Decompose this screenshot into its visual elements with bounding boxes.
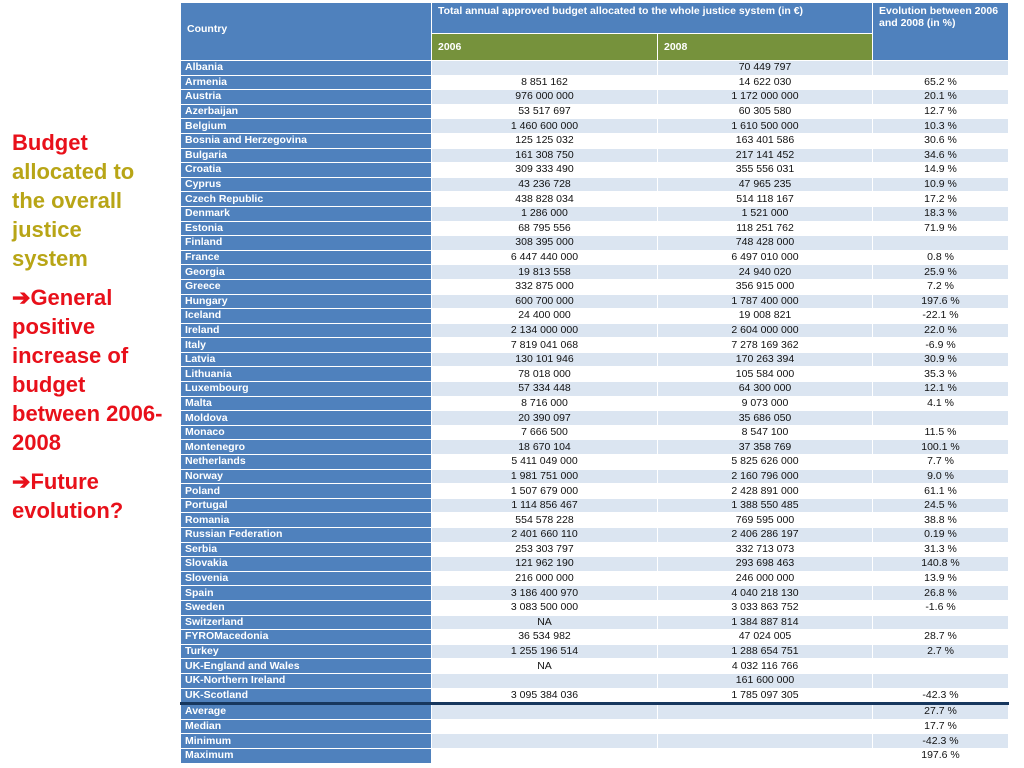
value-2008-cell: 1 288 654 751: [658, 644, 873, 659]
table-row: [181, 90, 1009, 105]
evolution-cell: 30.9 %: [873, 352, 1009, 367]
value-2006-cell: 130 101 946: [432, 352, 658, 367]
value-2008-cell: 2 604 000 000: [658, 323, 873, 338]
evolution-cell: 27.7 %: [873, 704, 1009, 720]
value-2008-cell: 1 384 887 814: [658, 615, 873, 630]
value-2006-cell: 7 819 041 068: [432, 338, 658, 353]
evolution-cell: 38.8 %: [873, 513, 1009, 528]
evolution-cell: [873, 411, 1009, 426]
header-2008: 2008: [658, 34, 873, 61]
caption-line-5: system: [12, 246, 88, 271]
country-cell: Bosnia and Herzegovina: [181, 133, 432, 148]
evolution-cell: 11.5 %: [873, 425, 1009, 440]
value-2006-cell: 332 875 000: [432, 279, 658, 294]
value-2008-cell: 3 033 863 752: [658, 600, 873, 615]
table-row: [181, 440, 1009, 455]
evolution-cell: 2.7 %: [873, 644, 1009, 659]
country-cell: Slovenia: [181, 571, 432, 586]
value-2008-cell: 293 698 463: [658, 557, 873, 572]
country-cell: Portugal: [181, 498, 432, 513]
country-cell: Malta: [181, 396, 432, 411]
country-cell: Poland: [181, 484, 432, 499]
country-cell: Georgia: [181, 265, 432, 280]
value-2006-cell: 216 000 000: [432, 571, 658, 586]
evolution-cell: [873, 236, 1009, 251]
table-row: [181, 309, 1009, 324]
header-row-1: [181, 3, 1009, 34]
country-cell: Slovakia: [181, 557, 432, 572]
header-2006: 2006: [432, 34, 658, 61]
value-2008-cell: 1 785 097 305: [658, 688, 873, 704]
value-2006-cell: 976 000 000: [432, 90, 658, 105]
caption-point-2-text: Future evolution?: [12, 469, 124, 523]
value-2008-cell: 217 141 452: [658, 148, 873, 163]
value-2008-cell: 2 160 796 000: [658, 469, 873, 484]
table-row: [181, 586, 1009, 601]
value-2006-cell: 1 507 679 000: [432, 484, 658, 499]
table-row: [181, 630, 1009, 645]
value-2006-cell: 43 236 728: [432, 177, 658, 192]
country-cell: Albania: [181, 61, 432, 76]
country-cell: Norway: [181, 469, 432, 484]
country-cell: Azerbaijan: [181, 104, 432, 119]
table-row: [181, 265, 1009, 280]
table-row: [181, 104, 1009, 119]
evolution-cell: 7.7 %: [873, 455, 1009, 470]
evolution-cell: [873, 659, 1009, 674]
table-row: [181, 148, 1009, 163]
caption-point-1: [12, 283, 174, 457]
value-2006-cell: 57 334 448: [432, 382, 658, 397]
evolution-cell: -22.1 %: [873, 309, 1009, 324]
value-2006-cell: 1 460 600 000: [432, 119, 658, 134]
evolution-cell: 12.7 %: [873, 104, 1009, 119]
table-row: [181, 748, 1009, 763]
value-2008-cell: 163 401 586: [658, 133, 873, 148]
value-2008-cell: 246 000 000: [658, 571, 873, 586]
evolution-cell: 10.3 %: [873, 119, 1009, 134]
value-2008-cell: 19 008 821: [658, 309, 873, 324]
evolution-cell: 9.0 %: [873, 469, 1009, 484]
table-row: [181, 119, 1009, 134]
evolution-cell: 30.6 %: [873, 133, 1009, 148]
table-header: [181, 3, 1009, 61]
evolution-cell: 31.3 %: [873, 542, 1009, 557]
value-2008-cell: 6 497 010 000: [658, 250, 873, 265]
evolution-cell: [873, 615, 1009, 630]
evolution-cell: 61.1 %: [873, 484, 1009, 499]
value-2006-cell: 1 981 751 000: [432, 469, 658, 484]
value-2006-cell: 3 186 400 970: [432, 586, 658, 601]
table-row: [181, 323, 1009, 338]
value-2006-cell: NA: [432, 615, 658, 630]
table-row: [181, 571, 1009, 586]
caption-title: [12, 128, 174, 273]
value-2008-cell: 769 595 000: [658, 513, 873, 528]
value-2008-cell: 47 965 235: [658, 177, 873, 192]
value-2008-cell: 1 172 000 000: [658, 90, 873, 105]
value-2008-cell: 1 610 500 000: [658, 119, 873, 134]
value-2008-cell: 60 305 580: [658, 104, 873, 119]
value-2008-cell: 47 024 005: [658, 630, 873, 645]
caption-point-2: [12, 467, 174, 525]
value-2006-cell: 1 114 856 467: [432, 498, 658, 513]
arrow-right-icon: ➔: [12, 469, 31, 494]
value-2008-cell: 514 118 167: [658, 192, 873, 207]
caption-line-2: allocated to: [12, 159, 135, 184]
table-row: [181, 338, 1009, 353]
country-cell: Estonia: [181, 221, 432, 236]
table-row: [181, 688, 1009, 704]
table-row: [181, 61, 1009, 76]
evolution-cell: 18.3 %: [873, 206, 1009, 221]
value-2008-cell: 64 300 000: [658, 382, 873, 397]
table-row: [181, 673, 1009, 688]
value-2006-cell: 68 795 556: [432, 221, 658, 236]
table-row: [181, 250, 1009, 265]
value-2006-cell: 1 255 196 514: [432, 644, 658, 659]
country-cell: Spain: [181, 586, 432, 601]
evolution-cell: -42.3 %: [873, 734, 1009, 749]
country-cell: Denmark: [181, 206, 432, 221]
value-2008-cell: 118 251 762: [658, 221, 873, 236]
country-cell: Latvia: [181, 352, 432, 367]
country-cell: Moldova: [181, 411, 432, 426]
value-2006-cell: 3 095 384 036: [432, 688, 658, 704]
table-row: [181, 542, 1009, 557]
evolution-cell: 197.6 %: [873, 748, 1009, 763]
value-2008-cell: 1 521 000: [658, 206, 873, 221]
budget-table: [180, 2, 1009, 764]
evolution-cell: 197.6 %: [873, 294, 1009, 309]
table-row: [181, 367, 1009, 382]
table-row: [181, 236, 1009, 251]
value-2006-cell: [432, 673, 658, 688]
value-2006-cell: 600 700 000: [432, 294, 658, 309]
value-2008-cell: 355 556 031: [658, 163, 873, 178]
value-2006-cell: 121 962 190: [432, 557, 658, 572]
country-cell: Maximum: [181, 748, 432, 763]
value-2006-cell: [432, 748, 658, 763]
value-2006-cell: 3 083 500 000: [432, 600, 658, 615]
value-2008-cell: 4 040 218 130: [658, 586, 873, 601]
country-cell: UK-England and Wales: [181, 659, 432, 674]
evolution-cell: 22.0 %: [873, 323, 1009, 338]
evolution-cell: 0.19 %: [873, 528, 1009, 543]
country-cell: Armenia: [181, 75, 432, 90]
value-2008-cell: 2 428 891 000: [658, 484, 873, 499]
value-2008-cell: 332 713 073: [658, 542, 873, 557]
value-2008-cell: 70 449 797: [658, 61, 873, 76]
evolution-cell: 28.7 %: [873, 630, 1009, 645]
value-2008-cell: 7 278 169 362: [658, 338, 873, 353]
value-2006-cell: 554 578 228: [432, 513, 658, 528]
table-row: [181, 294, 1009, 309]
table-row: [181, 615, 1009, 630]
table-row: [181, 498, 1009, 513]
value-2006-cell: 125 125 032: [432, 133, 658, 148]
value-2008-cell: 24 940 020: [658, 265, 873, 280]
table-body: [181, 61, 1009, 764]
value-2006-cell: 20 390 097: [432, 411, 658, 426]
value-2008-cell: 35 686 050: [658, 411, 873, 426]
evolution-cell: 7.2 %: [873, 279, 1009, 294]
evolution-cell: 10.9 %: [873, 177, 1009, 192]
value-2008-cell: 5 825 626 000: [658, 455, 873, 470]
value-2006-cell: [432, 734, 658, 749]
country-cell: Austria: [181, 90, 432, 105]
evolution-cell: 13.9 %: [873, 571, 1009, 586]
table-row: [181, 411, 1009, 426]
caption-line-3: the overall: [12, 188, 123, 213]
country-cell: Iceland: [181, 309, 432, 324]
table-row: [181, 396, 1009, 411]
country-cell: Monaco: [181, 425, 432, 440]
value-2008-cell: [658, 719, 873, 734]
value-2008-cell: 105 584 000: [658, 367, 873, 382]
table-row: [181, 192, 1009, 207]
header-country: Country: [181, 3, 432, 61]
table-row: [181, 455, 1009, 470]
table-row: [181, 75, 1009, 90]
value-2006-cell: [432, 704, 658, 720]
country-cell: Czech Republic: [181, 192, 432, 207]
value-2008-cell: 170 263 394: [658, 352, 873, 367]
caption-line-4: justice: [12, 217, 82, 242]
country-cell: Minimum: [181, 734, 432, 749]
evolution-cell: 71.9 %: [873, 221, 1009, 236]
country-cell: Turkey: [181, 644, 432, 659]
table-row: [181, 557, 1009, 572]
table-row: [181, 600, 1009, 615]
evolution-cell: 35.3 %: [873, 367, 1009, 382]
arrow-right-icon: ➔: [12, 285, 31, 310]
evolution-cell: -1.6 %: [873, 600, 1009, 615]
evolution-cell: 25.9 %: [873, 265, 1009, 280]
country-cell: Switzerland: [181, 615, 432, 630]
country-cell: Sweden: [181, 600, 432, 615]
value-2008-cell: 9 073 000: [658, 396, 873, 411]
value-2006-cell: 5 411 049 000: [432, 455, 658, 470]
country-cell: Cyprus: [181, 177, 432, 192]
value-2008-cell: 14 622 030: [658, 75, 873, 90]
country-cell: Croatia: [181, 163, 432, 178]
country-cell: Greece: [181, 279, 432, 294]
evolution-cell: 17.2 %: [873, 192, 1009, 207]
value-2008-cell: 1 787 400 000: [658, 294, 873, 309]
header-evolution: Evolution between 2006 and 2008 (in %): [873, 3, 1009, 61]
evolution-cell: -6.9 %: [873, 338, 1009, 353]
table-row: [181, 352, 1009, 367]
value-2008-cell: 8 547 100: [658, 425, 873, 440]
table-row: [181, 382, 1009, 397]
value-2008-cell: 1 388 550 485: [658, 498, 873, 513]
country-cell: Montenegro: [181, 440, 432, 455]
value-2006-cell: 438 828 034: [432, 192, 658, 207]
evolution-cell: 100.1 %: [873, 440, 1009, 455]
table-row: [181, 484, 1009, 499]
table-row: [181, 528, 1009, 543]
evolution-cell: 17.7 %: [873, 719, 1009, 734]
value-2006-cell: 53 517 697: [432, 104, 658, 119]
value-2008-cell: 37 358 769: [658, 440, 873, 455]
value-2008-cell: 161 600 000: [658, 673, 873, 688]
value-2006-cell: [432, 719, 658, 734]
value-2008-cell: 2 406 286 197: [658, 528, 873, 543]
table-row: [181, 425, 1009, 440]
country-cell: Lithuania: [181, 367, 432, 382]
country-cell: Median: [181, 719, 432, 734]
country-cell: Netherlands: [181, 455, 432, 470]
value-2006-cell: 253 303 797: [432, 542, 658, 557]
evolution-cell: 34.6 %: [873, 148, 1009, 163]
country-cell: Average: [181, 704, 432, 720]
value-2006-cell: 18 670 104: [432, 440, 658, 455]
country-cell: Romania: [181, 513, 432, 528]
evolution-cell: -42.3 %: [873, 688, 1009, 704]
evolution-cell: [873, 673, 1009, 688]
caption-point-1-text: General positive increase of budget between 2006-2008: [12, 285, 163, 455]
value-2006-cell: 36 534 982: [432, 630, 658, 645]
header-budget: Total annual approved budget allocated to the whole justice system (in €): [432, 3, 873, 34]
country-cell: Serbia: [181, 542, 432, 557]
evolution-cell: 24.5 %: [873, 498, 1009, 513]
country-cell: Bulgaria: [181, 148, 432, 163]
value-2006-cell: 309 333 490: [432, 163, 658, 178]
value-2008-cell: 4 032 116 766: [658, 659, 873, 674]
value-2006-cell: 1 286 000: [432, 206, 658, 221]
country-cell: Russian Federation: [181, 528, 432, 543]
caption-line-1: Budget: [12, 130, 88, 155]
table-row: [181, 177, 1009, 192]
evolution-cell: 0.8 %: [873, 250, 1009, 265]
country-cell: Hungary: [181, 294, 432, 309]
value-2008-cell: [658, 734, 873, 749]
evolution-cell: 4.1 %: [873, 396, 1009, 411]
table-row: [181, 734, 1009, 749]
country-cell: UK-Northern Ireland: [181, 673, 432, 688]
value-2006-cell: 19 813 558: [432, 265, 658, 280]
country-cell: UK-Scotland: [181, 688, 432, 704]
table-row: [181, 133, 1009, 148]
value-2006-cell: 2 401 660 110: [432, 528, 658, 543]
value-2006-cell: 8 851 162: [432, 75, 658, 90]
evolution-cell: 65.2 %: [873, 75, 1009, 90]
value-2008-cell: 748 428 000: [658, 236, 873, 251]
table-row: [181, 206, 1009, 221]
evolution-cell: 140.8 %: [873, 557, 1009, 572]
evolution-cell: 14.9 %: [873, 163, 1009, 178]
table-row: [181, 221, 1009, 236]
table-row: [181, 704, 1009, 720]
table-row: [181, 513, 1009, 528]
value-2008-cell: [658, 748, 873, 763]
value-2006-cell: 7 666 500: [432, 425, 658, 440]
value-2006-cell: [432, 61, 658, 76]
value-2008-cell: 356 915 000: [658, 279, 873, 294]
country-cell: Finland: [181, 236, 432, 251]
value-2008-cell: [658, 704, 873, 720]
table-row: [181, 279, 1009, 294]
evolution-cell: [873, 61, 1009, 76]
evolution-cell: 20.1 %: [873, 90, 1009, 105]
value-2006-cell: 24 400 000: [432, 309, 658, 324]
table-row: [181, 719, 1009, 734]
country-cell: Ireland: [181, 323, 432, 338]
country-cell: FYROMacedonia: [181, 630, 432, 645]
table-row: [181, 659, 1009, 674]
country-cell: Luxembourg: [181, 382, 432, 397]
country-cell: France: [181, 250, 432, 265]
value-2006-cell: 161 308 750: [432, 148, 658, 163]
value-2006-cell: 78 018 000: [432, 367, 658, 382]
side-caption: [12, 128, 174, 525]
table-row: [181, 469, 1009, 484]
evolution-cell: 26.8 %: [873, 586, 1009, 601]
evolution-cell: 12.1 %: [873, 382, 1009, 397]
country-cell: Belgium: [181, 119, 432, 134]
table-row: [181, 644, 1009, 659]
value-2006-cell: 308 395 000: [432, 236, 658, 251]
value-2006-cell: NA: [432, 659, 658, 674]
value-2006-cell: 8 716 000: [432, 396, 658, 411]
value-2006-cell: 6 447 440 000: [432, 250, 658, 265]
country-cell: Italy: [181, 338, 432, 353]
value-2006-cell: 2 134 000 000: [432, 323, 658, 338]
table-row: [181, 163, 1009, 178]
